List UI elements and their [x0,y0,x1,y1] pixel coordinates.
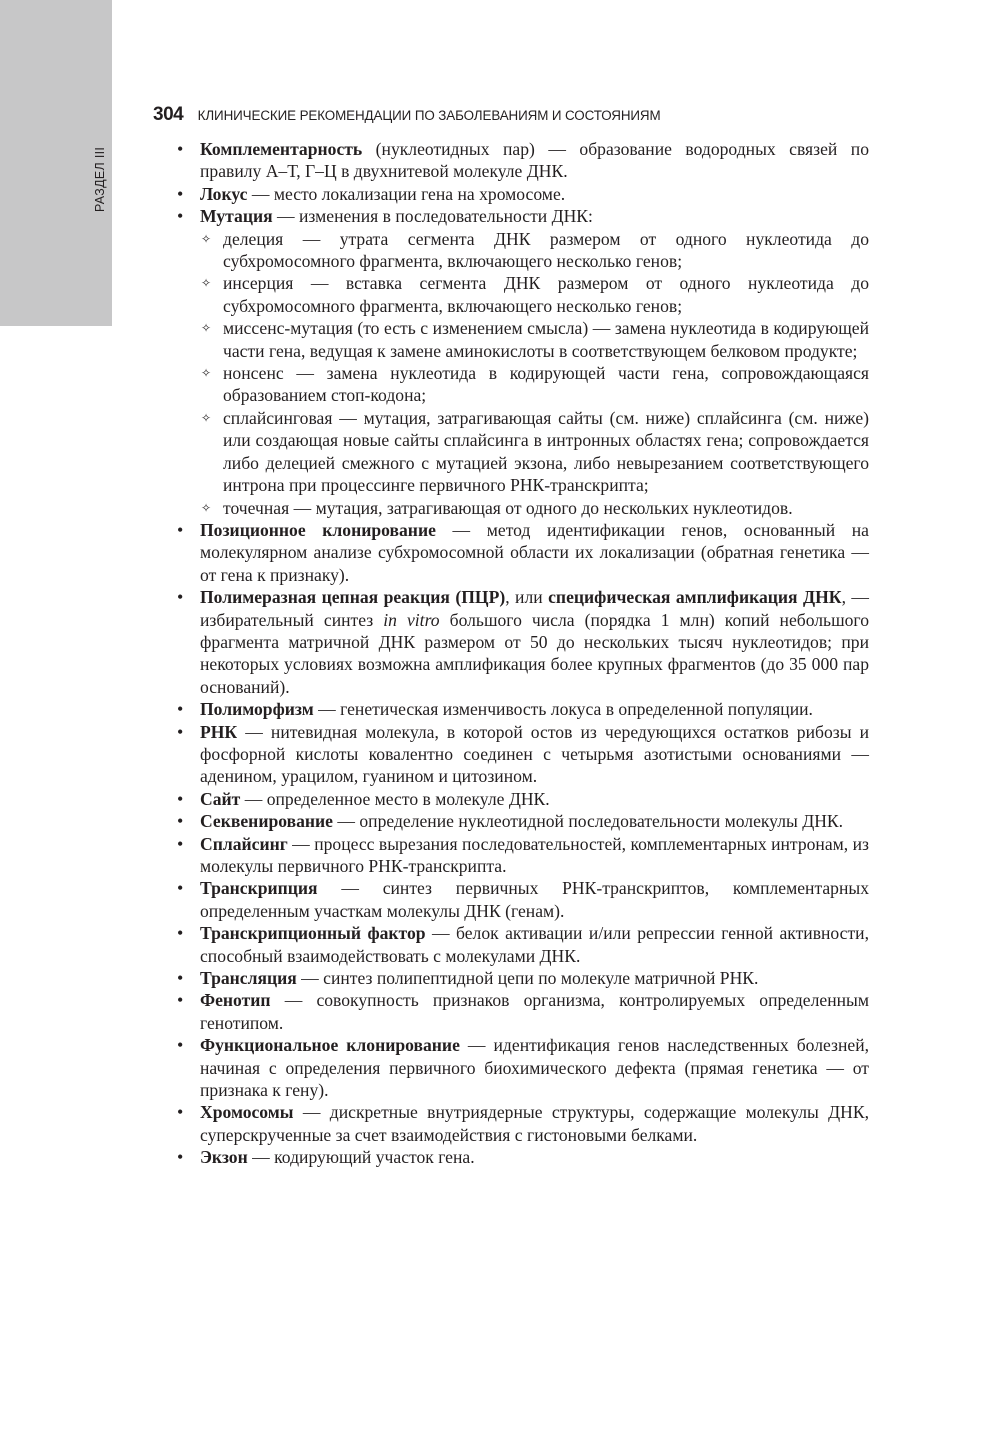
term-definition: — определенное место в молекуле ДНК. [240,788,550,809]
term-name: Мутация [200,206,273,227]
term-definition-cont: большого числа (порядка 1 млн) копий небольшого фрагмента матричной ДНК размером от 50 до нескольких тысяч нуклеотидов; при некоторых условиях возможна амплификация более крупных фрагментов (до 35 000 пар оснований). [200,609,869,697]
page-header [153,104,661,126]
glossary-item-phenotype [177,989,869,1034]
page-number: 304 [153,104,184,125]
term-definition: — изменения в последовательности ДНК: [272,206,593,227]
glossary-content [177,138,869,1169]
glossary-item-rna [177,721,869,788]
mutation-type-splicing: ✧ сплайсинговая — мутация, затрагивающая сайты (см. ниже) сплайсинга (см. ниже) или создающая новые сайты сплайсинга в интронных областях гена; сопровождается либо делецией смежного с мутацией экзона, либо невырезанием соответствующего интрона при процессинге первичного РНК-транскрипта; [200,407,869,497]
term-italic: in vitro [383,609,440,630]
running-title: КЛИНИЧЕСКИЕ РЕКОМЕНДАЦИИ ПО ЗАБОЛЕВАНИЯМ И СОСТОЯНИЯМ [197,108,661,123]
term-name: Транскрипционный фактор [200,923,426,944]
term-name: Фенотип [200,990,271,1011]
mutation-type-deletion: ✧ делеция — утрата сегмента ДНК размером от одного нуклеотида до субхромосомного фрагмента, включающего несколько генов; [200,228,869,273]
glossary-item-pcr [177,586,869,698]
term-definition: — процесс вырезания последовательностей, комплементарных интронам, из молекулы первичного РНК-транскрипта. [200,833,869,876]
glossary-item-transcription-factor [177,922,869,967]
mutation-type-point: ✧ точечная — мутация, затрагивающая от одного до нескольких нуклеотидов. [200,497,869,519]
term-name: Позиционное клонирование [200,519,436,540]
term-definition: — генетическая изменчивость локуса в определенной популяции. [313,699,813,720]
mutation-types-list [200,228,869,519]
glossary-item-translation [177,967,869,989]
glossary-item-functional-cloning [177,1034,869,1101]
section-label: РАЗДЕЛ III [93,146,107,212]
term-definition: — идентификация генов наследственных болезней, начиная с определения первичного биохимического дефекта (прямая генетика — от признака к гену). [200,1035,870,1101]
glossary-list [177,138,869,1169]
term-name: Полиморфизм [200,699,314,720]
term-definition: — нитевидная молекула, в которой остов из чередующихся остатков рибозы и фосфорной кислоты ковалентно соединен с четырьмя азотистыми основаниями — аденином, урацилом, гуанином и цитозином. [200,721,869,787]
term-name: Функциональное клонирование [200,1035,460,1056]
term-name: Хромосомы [200,1102,294,1123]
glossary-item-transcription [177,877,869,922]
glossary-item-exon [177,1146,869,1168]
term-name: Трансляция [200,968,297,989]
term-name: Комплементарность [200,139,363,159]
mutation-type-missense: ✧ миссенс-мутация (то есть с изменением смысла) — замена нуклеотида в кодирующей части гена, ведущая к замене аминокислоты в соответствующем белковом продукте; [200,317,869,362]
term-definition: , — избирательный синтез [200,587,870,630]
term-definition: — дискретные внутриядерные структуры, содержащие молекулы ДНК, суперскрученные за счет взаимодействия с гистоновыми белками. [200,1102,869,1145]
term-definition: — белок активации и/или репрессии генной активности, способный взаимодействовать с молекулами ДНК. [200,923,869,966]
term-name: РНК [200,721,238,742]
glossary-item-splicing [177,833,869,878]
glossary-item-positional-cloning [177,519,869,586]
glossary-item-sequencing [177,810,869,832]
term-connector: , или [505,587,549,608]
term-name: Секвенирование [200,811,333,832]
term-name: Транскрипция [200,878,318,899]
term-name-alt: специфическая амплификация ДНК [548,587,842,608]
glossary-item-mutation [177,205,869,519]
glossary-item-complementarity [177,138,869,183]
term-name: Локус [200,183,248,204]
mutation-type-nonsense: ✧ нонсенс — замена нуклеотида в кодирующей части гена, сопровождающаяся образованием стоп-кодона; [200,362,869,407]
term-definition: — определение нуклеотидной последовательности молекулы ДНК. [332,811,844,832]
term-definition: — синтез первичных РНК-транскриптов, комплементарных определенным участкам молекулы ДНК (генам). [200,878,869,921]
glossary-item-locus [177,183,869,205]
term-name: Экзон [200,1147,248,1168]
term-definition: (нуклеотидных пар) — образование водородных связей по правилу А–Т, Г–Ц в двухнитевой молекуле ДНК. [200,139,869,182]
mutation-type-insertion: ✧ инсерция — вставка сегмента ДНК размером от одного нуклеотида до субхромосомного фрагмента, включающего несколько генов; [200,272,869,317]
term-definition: — совокупность признаков организма, контролируемых определенным генотипом. [200,990,869,1033]
glossary-item-polymorphism [177,698,869,720]
term-name: Полимеразная цепная реакция (ПЦР) [200,587,506,608]
term-definition: — место локализации гена на хромосоме. [247,183,566,204]
glossary-item-chromosomes [177,1101,869,1146]
term-definition: — метод идентификации генов, основанный на молекулярном анализе субхромосомной области их локализации (обратная генетика — от гена к признаку). [200,519,869,585]
term-definition: — синтез полипептидной цепи по молекуле матричной РНК. [296,968,759,989]
term-name: Сплайсинг [200,833,288,854]
glossary-item-site [177,788,869,810]
term-name: Сайт [200,788,241,809]
term-definition: — кодирующий участок гена. [247,1147,475,1168]
